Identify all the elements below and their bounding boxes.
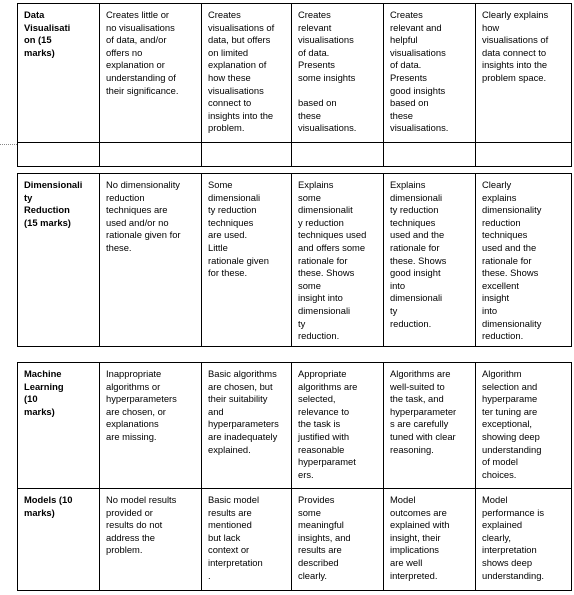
descriptor-cell-level-5: Clearly explains how visualisations of data connect to insights into the problem space.	[476, 4, 572, 143]
rubric-table-dimensionality-reduction	[17, 173, 572, 347]
descriptor-cell-level-4: Model outcomes are explained with insight, their implications are well interpreted.	[384, 489, 476, 591]
rubric-row-dimensionality-reduction	[18, 174, 572, 347]
criterion-cell: Machine Learning (10 marks)	[18, 363, 100, 489]
descriptor-cell-level-3: Explains some dimensionalit y reduction techniques used and offers some rationale for these. Shows some insight into dimensionali ty reduction.	[292, 174, 384, 347]
descriptor-cell-level-3: Provides some meaningful insights, and results are described clearly.	[292, 489, 384, 591]
descriptor-cell-level-4: Creates relevant and helpful visualisations of data. Presents good insights based on these visualisations.	[384, 4, 476, 143]
descriptor-cell-level-2: Basic model results are mentioned but lack context or interpretation .	[202, 489, 292, 591]
empty-cell	[384, 143, 476, 167]
descriptor-cell-level-1: No model results provided or results do not address the problem.	[100, 489, 202, 591]
rubric-row-models	[18, 489, 572, 591]
descriptor-cell-level-1: Creates little or no visualisations of data, and/or offers no explanation or understanding of their significance.	[100, 4, 202, 143]
descriptor-cell-level-2: Basic algorithms are chosen, but their suitability and hyperparameters are inadequately explained.	[202, 363, 292, 489]
rubric-row-machine-learning	[18, 363, 572, 489]
empty-cell	[292, 143, 384, 167]
descriptor-cell-level-5: Model performance is explained clearly, interpretation shows deep understanding.	[476, 489, 572, 591]
descriptor-cell-level-3: Creates relevant visualisations of data. Presents some insights based on these visualisations.	[292, 4, 384, 143]
descriptor-cell-level-4: Algorithms are well-suited to the task, and hyperparameter s are carefully tuned with clear reasoning.	[384, 363, 476, 489]
descriptor-cell-level-1: No dimensionality reduction techniques are used and/or no rationale given for these.	[100, 174, 202, 347]
descriptor-cell-level-4: Explains dimensionali ty reduction techniques used and the rationale for these. Shows good insight into dimensionali ty reduction.	[384, 174, 476, 347]
empty-cell	[202, 143, 292, 167]
criterion-cell: Data Visualisati on (15 marks)	[18, 4, 100, 143]
empty-cell	[100, 143, 202, 167]
rubric-table-machine-learning	[17, 362, 572, 591]
empty-cell	[476, 143, 572, 167]
descriptor-cell-level-2: Some dimensionali ty reduction techniques are used. Little rationale given for these.	[202, 174, 292, 347]
descriptor-cell-level-5: Clearly explains dimensionality reduction techniques used and the rationale for these. Shows excellent insight into dimensionality reduction.	[476, 174, 572, 347]
empty-row	[18, 143, 572, 167]
descriptor-cell-level-1: Inappropriate algorithms or hyperparameters are chosen, or explanations are missing.	[100, 363, 202, 489]
page-break-marker	[0, 144, 17, 145]
descriptor-cell-level-2: Creates visualisations of data, but offers on limited explanation of how these visualisations connect to insights into the problem.	[202, 4, 292, 143]
criterion-cell: Dimensionali ty Reduction (15 marks)	[18, 174, 100, 347]
rubric-table-data-visualisation	[17, 3, 572, 167]
rubric-row-data-visualisation	[18, 4, 572, 143]
descriptor-cell-level-5: Algorithm selection and hyperparame ter tuning are exceptional, showing deep understanding of model choices.	[476, 363, 572, 489]
criterion-cell: Models (10 marks)	[18, 489, 100, 591]
descriptor-cell-level-3: Appropriate algorithms are selected, relevance to the task is justified with reasonable hyperparamet ers.	[292, 363, 384, 489]
empty-cell	[18, 143, 100, 167]
